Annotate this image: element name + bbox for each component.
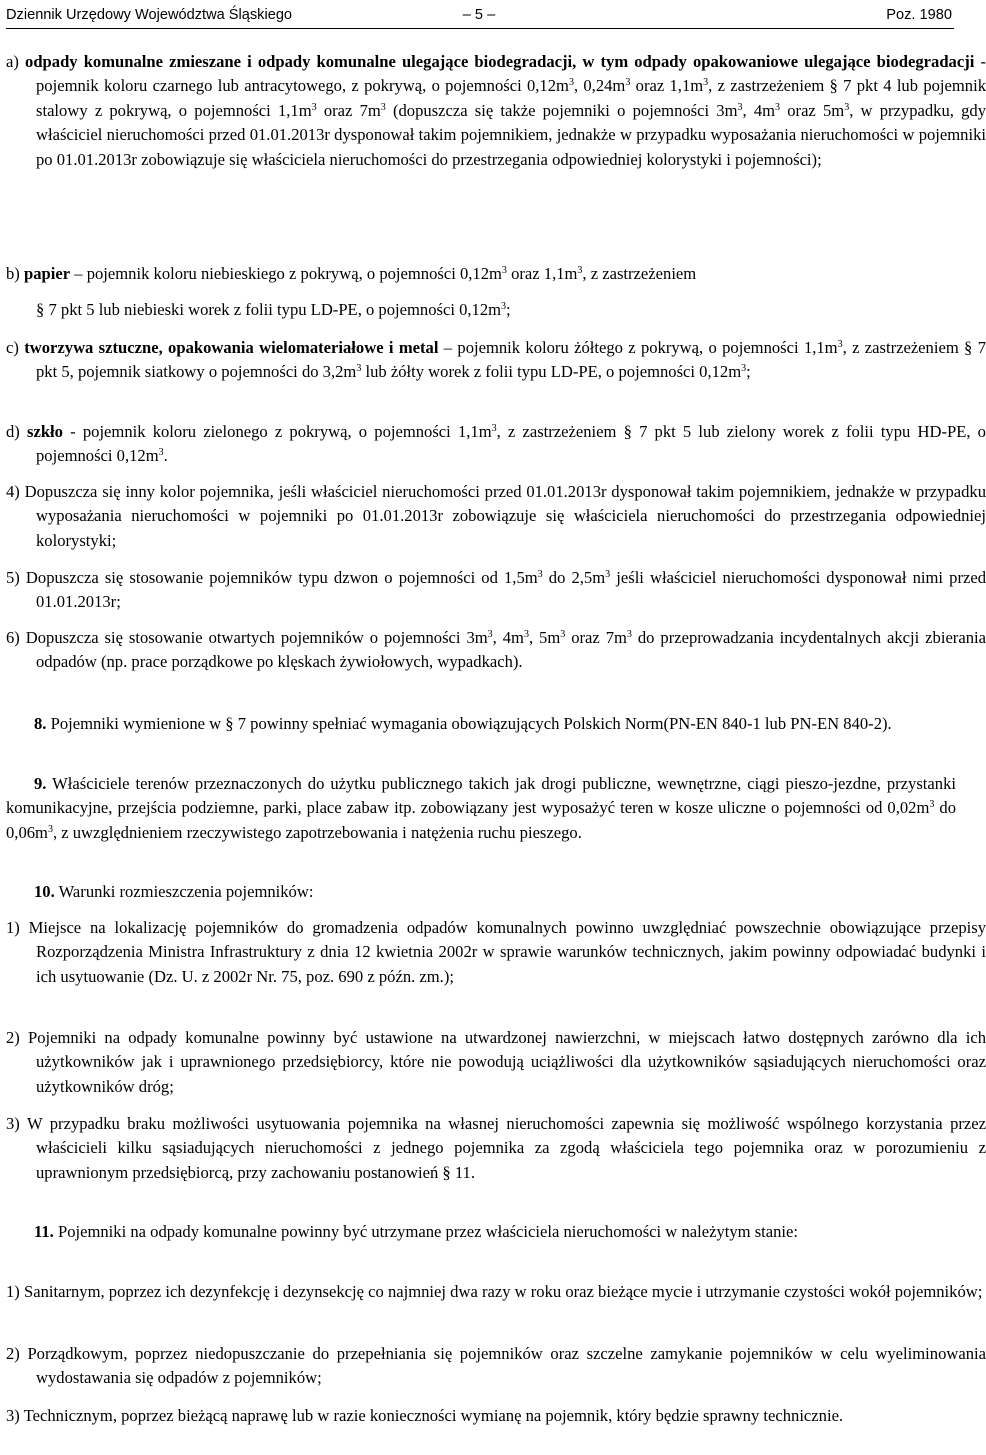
- page-number: – 5 –: [462, 7, 496, 23]
- item-a-bold: odpady komunalne zmieszane i odpady komunalne ulegające biodegradacji, w tym odpady opakowaniowe ulegające biodegradacji: [25, 52, 975, 71]
- section-10-item-3: 3) W przypadku braku możliwości usytuowania pojemnika na własnej nieruchomości zapewnia się możliwość wspólnego korzystania przez właścicieli kilku sąsiadujących nieruchomości z jednego pojemnika za zgodą właściciela tego pojemnika oraz w porozumieniu z uprawnionym przedsiębiorcą, przy zachowaniu postanowień § 11.: [6, 1114, 986, 1182]
- section-10-item-1: 1) Miejsce na lokalizację pojemników do gromadzenia odpadów komunalnych powinno uwzględniać powszechnie obowiązujące przepisy Rozporządzenia Ministra Infrastruktury z dnia 12 kwietnia 2002r w sprawie warunków technicznych, jakim powinny odpowiadać budynki i ich usytuowanie (Dz. U. z 2002r Nr. 75, poz. 690 z późn. zm.);: [6, 918, 986, 986]
- section-8: 8. Pojemniki wymienione w § 7 powinny spełniać wymagania obowiązujących Polskich Norm(PN-EN 840-1 lub PN-EN 840-2).: [34, 714, 892, 733]
- item-d: d) szkło - pojemnik koloru zielonego z pokrywą, o pojemności $1,1m^3$, z zastrzeżeniem § 7 pkt 5 lub zielony worek z folii typu HD-PE, o pojemności $0,12m^3$.: [6, 422, 986, 466]
- item-b: b) papier – pojemnik koloru niebieskiego z pokrywą, o pojemności $0,12m^3$ oraz $1,1m^3$, z zastrzeżeniem § 7 pkt 5 lub niebieski worek z folii typu LD-PE, o pojemności $0,12m^3$;: [6, 264, 697, 320]
- section-11: 11. Pojemniki na odpady komunalne powinny być utrzymane przez właściciela nieruchomości w należytym stanie:: [34, 1222, 799, 1241]
- section-11-number: 11.: [34, 1222, 54, 1241]
- paragraph-4: 4) Dopuszcza się inny kolor pojemnika, jeśli właściciel nieruchomości przed 01.01.2013r dysponował takim pojemnikiem, jednakże w przypadku wyposażania nieruchomości w pojemniki po 01.01.2013r zobowiązuje się właściciela nieruchomości do przestrzegania odpowiedniej kolorystyki;: [6, 482, 986, 550]
- section-9: 9. Właściciele terenów przeznaczonych do użytku publicznego takich jak drogi publiczne, wewnętrzne, ciągi pieszo-jezdne, przystanki komunikacyjne, przejścia podziemne, parki, place zabaw itp. zobowiązany jest wyposażyć teren w kosze uliczne o pojemności od $0,02m^3$ do $0,06m^3$, z uwzględnieniem rzeczywistego zapotrzebowania i natężenia ruchu pieszego.: [6, 774, 956, 842]
- section-9-number: 9.: [34, 774, 47, 793]
- item-b-bold: papier: [23, 264, 71, 283]
- section-10: 10. Warunki rozmieszczenia pojemników:: [34, 882, 314, 901]
- item-a: a) odpady komunalne zmieszane i odpady komunalne ulegające biodegradacji, w tym odpady opakowaniowe ulegające biodegradacji - pojemnik koloru czarnego lub antracytowego, z pokrywą, o pojemności $0,12m^3$, $0,24m^3$ oraz $1,1m^3$, z zastrzeżeniem § 7 pkt 4 lub pojemnik stalowy z pokrywą, o pojemności $1,1m^3$ oraz $7m^3$ (dopuszcza się także pojemniki o pojemności $3m^3$, $4m^3$ oraz $5m^3$, w przypadku, gdy właściciel nieruchomości przed 01.01.2013r dysponował takim pojemnikiem, jednakże w przypadku wyposażania nieruchomości w pojemniki po 01.01.2013r zobowiązuje się właściciela nieruchomości do przestrzegania odpowiedniej kolorystyki i pojemności);: [6, 52, 986, 169]
- section-11-item-2: 2) Porządkowym, poprzez niedopuszczanie do przepełniania się pojemników oraz szczelne zamykanie pojemników w celu wyeliminowania wydostawania się odpadów z pojemników;: [6, 1344, 986, 1388]
- item-d-bold: szkło: [27, 422, 63, 441]
- paragraph-6: 6) Dopuszcza się stosowanie otwartych pojemników o pojemności $3m^3$, $4m^3$, $5m^3$ oraz $7m^3$ do przeprowadzania incydentalnych akcji zbierania odpadów (np. prace porządkowe po klęskach żywiołowych, wypadkach).: [6, 628, 986, 672]
- item-c-bold: tworzywa sztuczne, opakowania wielomateriałowe i metal: [24, 338, 439, 357]
- section-11-item-1: 1) Sanitarnym, poprzez ich dezynfekcję i dezynsekcję co najmniej dwa razy w roku oraz bieżące mycie i utrzymanie czystości wokół pojemników;: [6, 1282, 983, 1301]
- section-8-number: 8.: [34, 714, 47, 733]
- item-c: c) tworzywa sztuczne, opakowania wielomateriałowe i metal – pojemnik koloru żółtego z pokrywą, o pojemności $1,1m^3$, z zastrzeżeniem § 7 pkt 5, pojemnik siatkowy o pojemności do $3,2m^3$ lub żółty worek z folii typu LD-PE, o pojemności $0,12m^3$;: [6, 338, 986, 382]
- journal-title: Dziennik Urzędowy Województwa Śląskiego: [6, 7, 293, 23]
- position-number: Poz. 1980: [886, 7, 952, 23]
- section-10-item-2: 2) Pojemniki na odpady komunalne powinny być ustawione na utwardzonej nawierzchni, w miejscach łatwo dostępnych zarówno dla ich użytkowników jak i uprawnionego przedsiębiorcy, które nie powodują uciążliwości dla użytkowników sąsiadujących nieruchomości oraz użytkowników dróg;: [6, 1028, 986, 1096]
- section-11-item-3: 3) Technicznym, poprzez bieżącą naprawę lub w razie konieczności wymianę na pojemnik, który będzie sprawny technicznie.: [6, 1406, 844, 1425]
- paragraph-5: 5) Dopuszcza się stosowanie pojemników typu dzwon o pojemności od $1,5m^3$ do $2,5m^3$ jeśli właściciel nieruchomości dysponował nimi przed 01.01.2013r;: [6, 568, 986, 612]
- header-rule: [6, 28, 954, 29]
- section-10-number: 10.: [34, 882, 55, 901]
- page-header: [6, 4, 952, 26]
